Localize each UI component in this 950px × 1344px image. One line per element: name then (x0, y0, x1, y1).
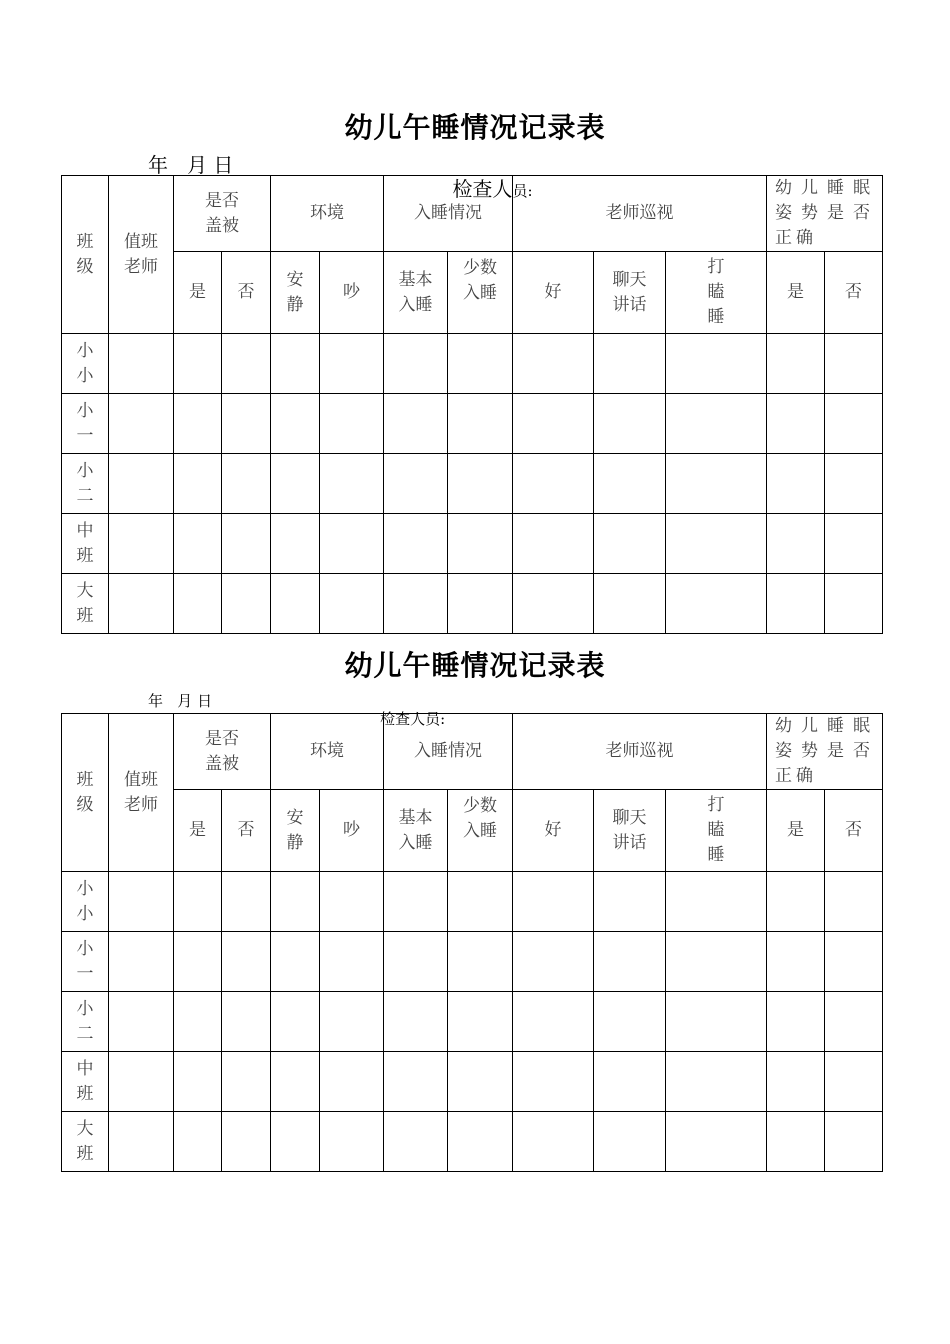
blank-cell[interactable] (448, 992, 513, 1052)
blank-cell[interactable] (320, 1052, 384, 1112)
blank-cell[interactable] (271, 872, 320, 932)
header-env-noisy: 吵 (320, 790, 384, 872)
blank-cell[interactable] (174, 1112, 222, 1172)
blank-cell[interactable] (767, 1112, 825, 1172)
blank-cell[interactable] (271, 1112, 320, 1172)
blank-cell[interactable] (222, 334, 271, 394)
blank-cell[interactable] (594, 394, 666, 454)
blank-cell[interactable] (174, 514, 222, 574)
blank-cell[interactable] (320, 1112, 384, 1172)
blank-cell[interactable] (767, 454, 825, 514)
blank-cell[interactable] (666, 334, 767, 394)
blank-cell[interactable] (448, 1112, 513, 1172)
record-table (61, 713, 883, 1172)
blank-cell[interactable] (594, 992, 666, 1052)
header-env-noisy: 吵 (320, 252, 384, 334)
blank-cell[interactable] (271, 394, 320, 454)
table-row (62, 992, 883, 1052)
blank-cell[interactable] (767, 574, 825, 634)
header-patrol-doze: 打瞌睡 (666, 790, 767, 872)
blank-cell[interactable] (109, 334, 174, 394)
blank-cell[interactable] (448, 514, 513, 574)
blank-cell[interactable] (222, 872, 271, 932)
blank-cell[interactable] (222, 574, 271, 634)
class-cell: 小小 (62, 872, 109, 932)
blank-cell[interactable] (513, 394, 594, 454)
blank-cell[interactable] (825, 1112, 883, 1172)
class-cell: 中班 (62, 514, 109, 574)
blank-cell[interactable] (174, 932, 222, 992)
blank-cell[interactable] (513, 574, 594, 634)
table-row (62, 454, 883, 514)
blank-cell[interactable] (825, 394, 883, 454)
blank-cell[interactable] (767, 992, 825, 1052)
blank-cell[interactable] (666, 992, 767, 1052)
header-environment-group: 环境 (271, 176, 384, 252)
header-patrol-good: 好 (513, 252, 594, 334)
form-title: 幼儿午睡情况记录表 (344, 111, 606, 144)
blank-cell[interactable] (174, 574, 222, 634)
table-row (62, 1112, 883, 1172)
header-env-quiet: 安静 (271, 252, 320, 334)
blank-cell[interactable] (109, 454, 174, 514)
blank-cell[interactable] (271, 1052, 320, 1112)
class-cell: 小一 (62, 394, 109, 454)
date-label: 年 月 日 (148, 692, 213, 710)
table-row (62, 1052, 883, 1112)
blank-cell[interactable] (594, 1052, 666, 1112)
blank-cell[interactable] (594, 454, 666, 514)
blank-cell[interactable] (109, 872, 174, 932)
blank-cell[interactable] (594, 334, 666, 394)
class-cell: 大班 (62, 1112, 109, 1172)
blank-cell[interactable] (666, 574, 767, 634)
blank-cell[interactable] (271, 574, 320, 634)
blank-cell[interactable] (448, 454, 513, 514)
header-sleep-basic: 基本入睡 (384, 790, 448, 872)
header-quilt-group: 是否盖被 (174, 176, 271, 252)
blank-cell[interactable] (384, 1052, 448, 1112)
blank-cell[interactable] (594, 574, 666, 634)
header-env-quiet: 安静 (271, 790, 320, 872)
blank-cell[interactable] (222, 932, 271, 992)
header-teacher: 值班老师 (109, 176, 174, 334)
blank-cell[interactable] (109, 992, 174, 1052)
blank-cell[interactable] (825, 932, 883, 992)
inspector-label-suffix: 员: (512, 182, 533, 200)
header-patrol-group: 老师巡视 (513, 176, 767, 252)
blank-cell[interactable] (109, 514, 174, 574)
header-posture-yes: 是 (767, 252, 825, 334)
header-patrol-chat: 聊天讲话 (594, 252, 666, 334)
blank-cell[interactable] (222, 514, 271, 574)
header-posture-yes: 是 (767, 790, 825, 872)
blank-cell[interactable] (448, 872, 513, 932)
blank-cell[interactable] (320, 514, 384, 574)
header-teacher: 值班老师 (109, 714, 174, 872)
date-label: 年 月 日 (148, 153, 234, 177)
blank-cell[interactable] (384, 872, 448, 932)
blank-cell[interactable] (825, 1052, 883, 1112)
blank-cell[interactable] (767, 334, 825, 394)
blank-cell[interactable] (666, 394, 767, 454)
header-posture-no: 否 (825, 252, 883, 334)
blank-cell[interactable] (271, 932, 320, 992)
blank-cell[interactable] (666, 1112, 767, 1172)
blank-cell[interactable] (222, 454, 271, 514)
blank-cell[interactable] (320, 992, 384, 1052)
blank-cell[interactable] (384, 1112, 448, 1172)
inspector-label-main: 检查人 (452, 177, 513, 201)
blank-cell[interactable] (594, 932, 666, 992)
blank-cell[interactable] (825, 992, 883, 1052)
blank-cell[interactable] (448, 334, 513, 394)
blank-cell[interactable] (271, 514, 320, 574)
blank-cell[interactable] (448, 394, 513, 454)
blank-cell[interactable] (513, 1112, 594, 1172)
header-patrol-good: 好 (513, 790, 594, 872)
form-title: 幼儿午睡情况记录表 (344, 649, 606, 682)
blank-cell[interactable] (109, 574, 174, 634)
blank-cell[interactable] (825, 454, 883, 514)
table-row (62, 932, 883, 992)
inspector-label-main: 检查人员: (380, 710, 446, 728)
header-patrol-group: 老师巡视 (513, 714, 767, 790)
header-sleep-few: 少数入睡 (448, 790, 513, 872)
blank-cell[interactable] (825, 574, 883, 634)
blank-cell[interactable] (384, 394, 448, 454)
header-quilt-yes: 是 (174, 790, 222, 872)
class-cell: 大班 (62, 574, 109, 634)
header-quilt-yes: 是 (174, 252, 222, 334)
blank-cell[interactable] (513, 334, 594, 394)
blank-cell[interactable] (594, 872, 666, 932)
blank-cell[interactable] (767, 514, 825, 574)
blank-cell[interactable] (174, 992, 222, 1052)
blank-cell[interactable] (109, 932, 174, 992)
blank-cell[interactable] (767, 394, 825, 454)
header-patrol-chat: 聊天讲话 (594, 790, 666, 872)
blank-cell[interactable] (320, 932, 384, 992)
blank-cell[interactable] (384, 514, 448, 574)
blank-cell[interactable] (320, 454, 384, 514)
class-cell: 小二 (62, 992, 109, 1052)
blank-cell[interactable] (448, 932, 513, 992)
blank-cell[interactable] (666, 932, 767, 992)
header-quilt-no: 否 (222, 790, 271, 872)
table-row (62, 334, 883, 394)
blank-cell[interactable] (320, 872, 384, 932)
table-row (62, 574, 883, 634)
blank-cell[interactable] (271, 992, 320, 1052)
blank-cell[interactable] (513, 932, 594, 992)
header-posture-group: 幼儿睡眠姿势是否正确 (767, 176, 883, 252)
blank-cell[interactable] (448, 1052, 513, 1112)
header-posture-group: 幼儿睡眠姿势是否正确 (767, 714, 883, 790)
blank-cell[interactable] (666, 1052, 767, 1112)
blank-cell[interactable] (384, 574, 448, 634)
header-posture-no: 否 (825, 790, 883, 872)
class-cell: 小小 (62, 334, 109, 394)
class-cell: 小二 (62, 454, 109, 514)
blank-cell[interactable] (222, 992, 271, 1052)
blank-cell[interactable] (222, 1052, 271, 1112)
blank-cell[interactable] (448, 574, 513, 634)
blank-cell[interactable] (174, 394, 222, 454)
blank-cell[interactable] (513, 514, 594, 574)
class-cell: 小一 (62, 932, 109, 992)
header-class: 班级 (62, 176, 109, 334)
blank-cell[interactable] (594, 514, 666, 574)
header-sleep-few: 少数入睡 (448, 252, 513, 334)
blank-cell[interactable] (222, 1112, 271, 1172)
blank-cell[interactable] (666, 454, 767, 514)
blank-cell[interactable] (666, 872, 767, 932)
blank-cell[interactable] (666, 514, 767, 574)
blank-cell[interactable] (767, 1052, 825, 1112)
blank-cell[interactable] (320, 334, 384, 394)
blank-cell[interactable] (174, 454, 222, 514)
table-row (62, 514, 883, 574)
blank-cell[interactable] (513, 454, 594, 514)
table-row (62, 394, 883, 454)
header-class: 班级 (62, 714, 109, 872)
blank-cell[interactable] (174, 872, 222, 932)
header-sleep-group: 入睡情况 (384, 176, 513, 252)
blank-cell[interactable] (384, 454, 448, 514)
header-quilt-no: 否 (222, 252, 271, 334)
blank-cell[interactable] (594, 1112, 666, 1172)
blank-cell[interactable] (767, 932, 825, 992)
record-table (61, 175, 883, 634)
blank-cell[interactable] (320, 574, 384, 634)
class-cell: 中班 (62, 1052, 109, 1112)
blank-cell[interactable] (825, 872, 883, 932)
blank-cell[interactable] (174, 334, 222, 394)
header-quilt-group: 是否盖被 (174, 714, 271, 790)
table-row (62, 872, 883, 932)
header-patrol-doze: 打瞌睡 (666, 252, 767, 334)
blank-cell[interactable] (384, 932, 448, 992)
blank-cell[interactable] (271, 454, 320, 514)
header-sleep-basic: 基本入睡 (384, 252, 448, 334)
blank-cell[interactable] (767, 872, 825, 932)
blank-cell[interactable] (513, 992, 594, 1052)
blank-cell[interactable] (109, 1112, 174, 1172)
blank-cell[interactable] (513, 1052, 594, 1112)
blank-cell[interactable] (109, 1052, 174, 1112)
blank-cell[interactable] (384, 334, 448, 394)
header-sleep-group: 入睡情况 (384, 714, 513, 790)
header-environment-group: 环境 (271, 714, 384, 790)
blank-cell[interactable] (109, 394, 174, 454)
blank-cell[interactable] (825, 334, 883, 394)
blank-cell[interactable] (384, 992, 448, 1052)
blank-cell[interactable] (271, 334, 320, 394)
blank-cell[interactable] (222, 394, 271, 454)
blank-cell[interactable] (513, 872, 594, 932)
blank-cell[interactable] (174, 1052, 222, 1112)
blank-cell[interactable] (825, 514, 883, 574)
blank-cell[interactable] (320, 394, 384, 454)
